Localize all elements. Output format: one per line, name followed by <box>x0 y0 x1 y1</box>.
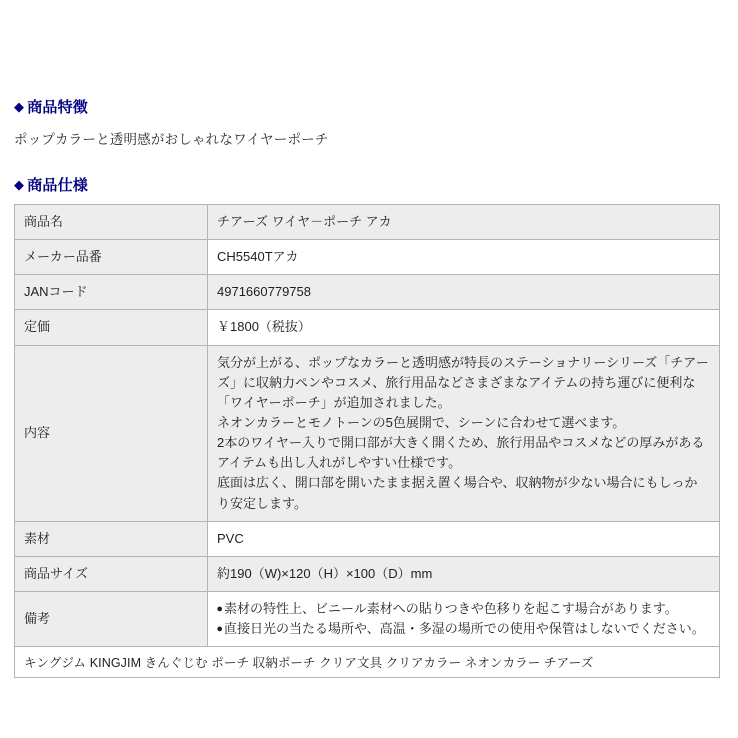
table-row <box>15 521 720 556</box>
circle-bullet-icon: ● <box>216 602 224 615</box>
product-keyword-table <box>14 647 720 678</box>
spec-value-description <box>208 345 720 521</box>
table-row-description <box>15 345 720 521</box>
spec-label: 内容 <box>15 345 208 521</box>
description-line: ネオンカラーとモノトーンの5色展開で、シーンに合わせて選べます。 <box>217 414 626 430</box>
spec-label: JANコード <box>15 275 208 310</box>
spec-value: チアーズ ワイヤ－ポーチ アカ <box>208 205 720 240</box>
table-row <box>15 556 720 591</box>
spec-value-notes <box>208 591 720 646</box>
product-feature-heading-label: 商品特徴 <box>27 99 89 116</box>
table-row <box>15 310 720 345</box>
product-spec-heading <box>14 174 724 195</box>
spec-label: 定価 <box>15 310 208 345</box>
product-spec-table <box>14 204 720 647</box>
note-line <box>217 619 710 639</box>
spec-label: 商品サイズ <box>15 556 208 591</box>
keyword-list: キングジム KINGJIM きんぐじむ ポーチ 収納ポーチ クリア文具 クリアカラー ネオンカラー チアーズ <box>15 647 720 678</box>
diamond-bullet-icon: ◆ <box>14 99 25 114</box>
spec-value: 4971660779758 <box>208 275 720 310</box>
spec-label: 備考 <box>15 591 208 646</box>
description-line: 底面は広く、開口部を開いたまま据え置く場合や、収納物が少ない場合にもしっかり安定します。 <box>217 475 698 511</box>
circle-bullet-icon: ● <box>216 623 224 636</box>
spec-value: ￥1800（税抜） <box>208 310 720 345</box>
note-text: 直接日光の当たる場所や、高温・多湿の場所での使用や保管はしないでください。 <box>224 621 705 637</box>
product-feature-heading <box>14 0 724 117</box>
note-line <box>217 599 710 619</box>
table-row-keywords <box>15 647 720 678</box>
note-text: 素材の特性上、ビニール素材への貼りつきや色移りを起こす場合があります。 <box>224 600 678 616</box>
table-row-notes <box>15 591 720 646</box>
spec-label: 商品名 <box>15 205 208 240</box>
spec-label: 素材 <box>15 521 208 556</box>
spec-label: メーカー品番 <box>15 240 208 275</box>
product-spec-heading-label: 商品仕様 <box>27 177 89 194</box>
table-row <box>15 240 720 275</box>
spec-value: PVC <box>208 521 720 556</box>
product-feature-text: ポップカラーと透明感がおしゃれなワイヤーポーチ <box>14 132 329 147</box>
spec-value: CH5540Tアカ <box>208 240 720 275</box>
description-line: 2本のワイヤー入りで開口部が大きく開くため、旅行用品やコスメなどの厚みがあるアイテムも出し入れがしやすい仕様です。 <box>217 435 705 471</box>
spec-value: 約190（W)×120（H）×100（D）mm <box>208 556 720 591</box>
table-row <box>15 205 720 240</box>
table-row <box>15 275 720 310</box>
description-line: 気分が上がる、ポップなカラーと透明感が特長のステーショナリーシリーズ「チアーズ」に収納力ペンやコスメ、旅行用品などさまざまなアイテムの持ち運びに便利な「ワイヤーポーチ」が追加されました。 <box>217 354 709 410</box>
diamond-bullet-icon: ◆ <box>14 177 25 192</box>
